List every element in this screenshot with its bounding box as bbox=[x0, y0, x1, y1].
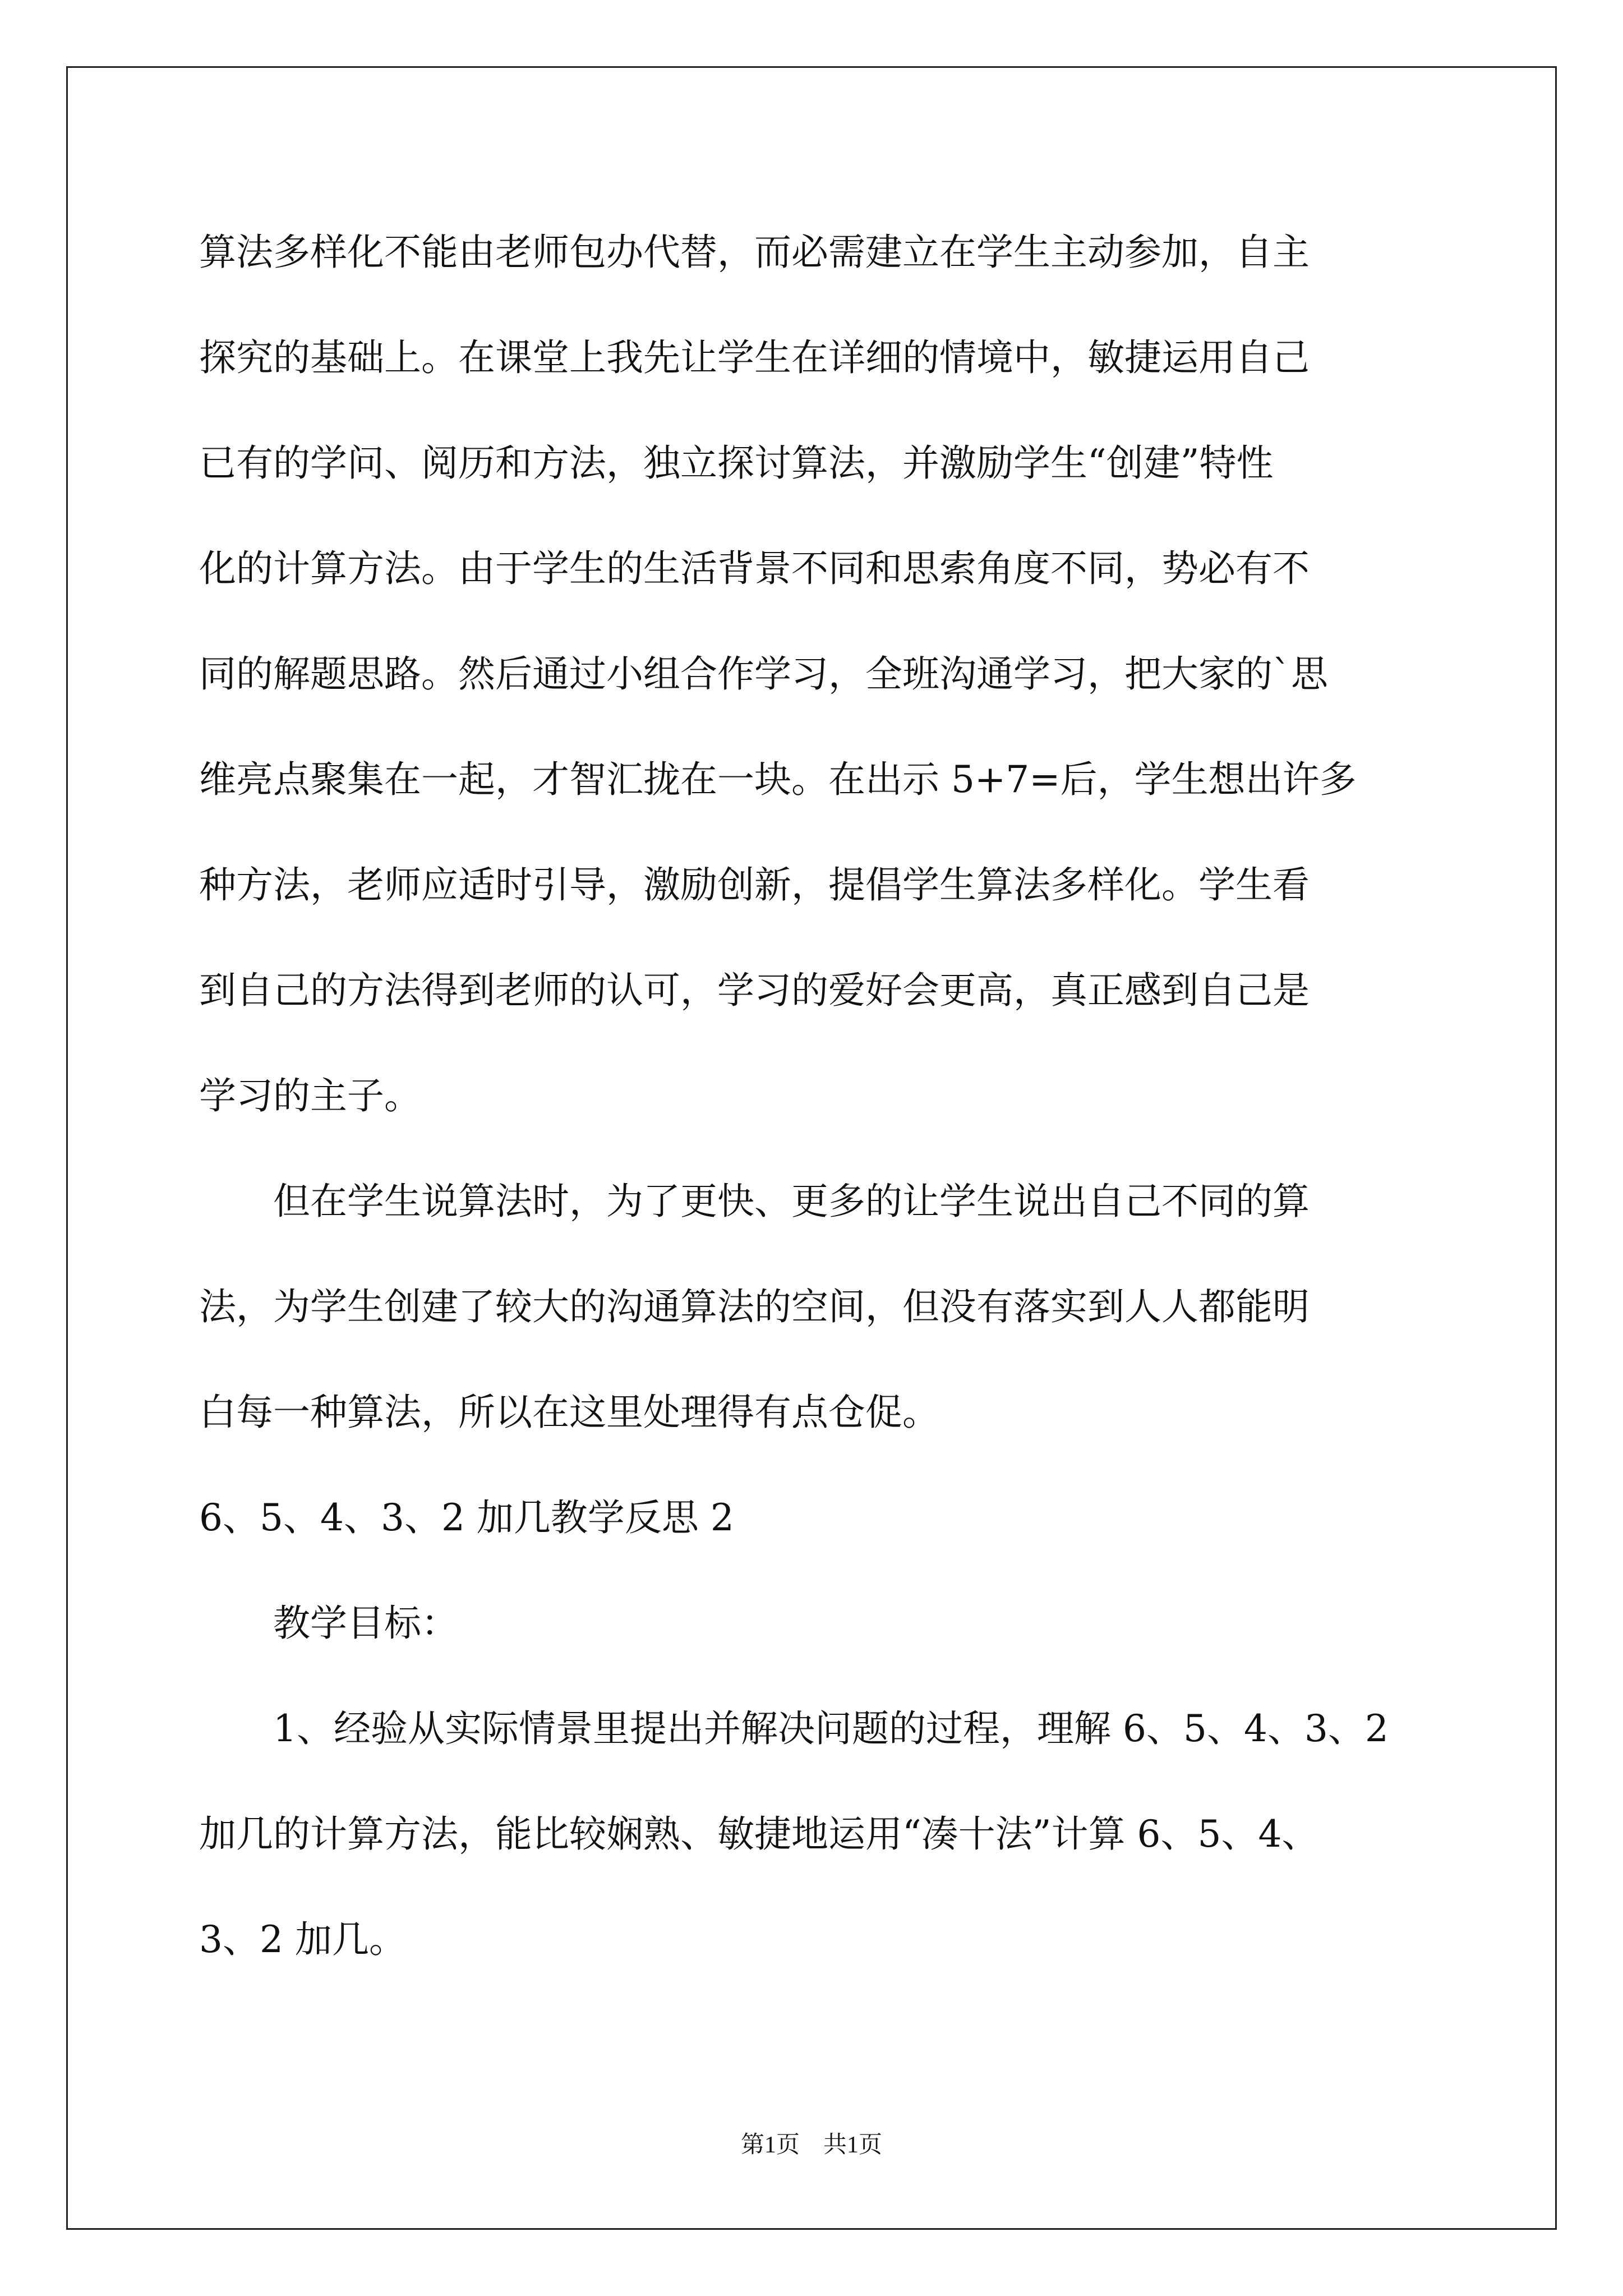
paragraph-line: 维亮点聚集在一起，才智汇拢在一块。在出示 5+7=后，学生想出许多 bbox=[199, 758, 1357, 801]
page-border bbox=[66, 66, 1557, 2230]
paragraph-line: 教学目标： bbox=[199, 1602, 458, 1645]
paragraph-line: 学习的主子。 bbox=[199, 1074, 421, 1117]
paragraph-line: 已有的学问、阅历和方法，独立探讨算法，并激励学生“创建”特性 bbox=[199, 441, 1274, 485]
paragraph-line: 白每一种算法，所以在这里处理得有点仓促。 bbox=[199, 1391, 939, 1434]
paragraph-line: 3、2 加几。 bbox=[199, 1918, 406, 1961]
paragraph-line: 化的计算方法。由于学生的生活背景不同和思索角度不同，势必有不 bbox=[199, 547, 1310, 590]
paragraph-line: 加几的计算方法，能比较娴熟、敏捷地运用“凑十法”计算 6、5、4、 bbox=[199, 1812, 1319, 1856]
paragraph-line: 1、经验从实际情景里提出并解决问题的过程，理解 6、5、4、3、2 bbox=[199, 1707, 1389, 1750]
paragraph-line: 种方法，老师应适时引导，激励创新，提倡学生算法多样化。学生看 bbox=[199, 863, 1310, 907]
paragraph-line: 同的解题思路。然后通过小组合作学习，全班沟通学习，把大家的`思 bbox=[199, 652, 1328, 696]
paragraph-line: 但在学生说算法时，为了更快、更多的让学生说出自己不同的算 bbox=[199, 1180, 1310, 1223]
paragraph-line: 到自己的方法得到老师的认可，学习的爱好会更高，真正感到自己是 bbox=[199, 969, 1310, 1012]
paragraph-line: 算法多样化不能由老师包办代替，而必需建立在学生主动参加，自主 bbox=[199, 231, 1310, 274]
section-heading: 6、5、4、3、2 加几教学反思 2 bbox=[199, 1496, 734, 1539]
page-footer: 第1页 共1页 bbox=[740, 2132, 882, 2158]
paragraph-line: 探究的基础上。在课堂上我先让学生在详细的情境中，敏捷运用自己 bbox=[199, 336, 1310, 379]
paragraph-line: 法，为学生创建了较大的沟通算法的空间，但没有落实到人人都能明 bbox=[199, 1285, 1310, 1328]
